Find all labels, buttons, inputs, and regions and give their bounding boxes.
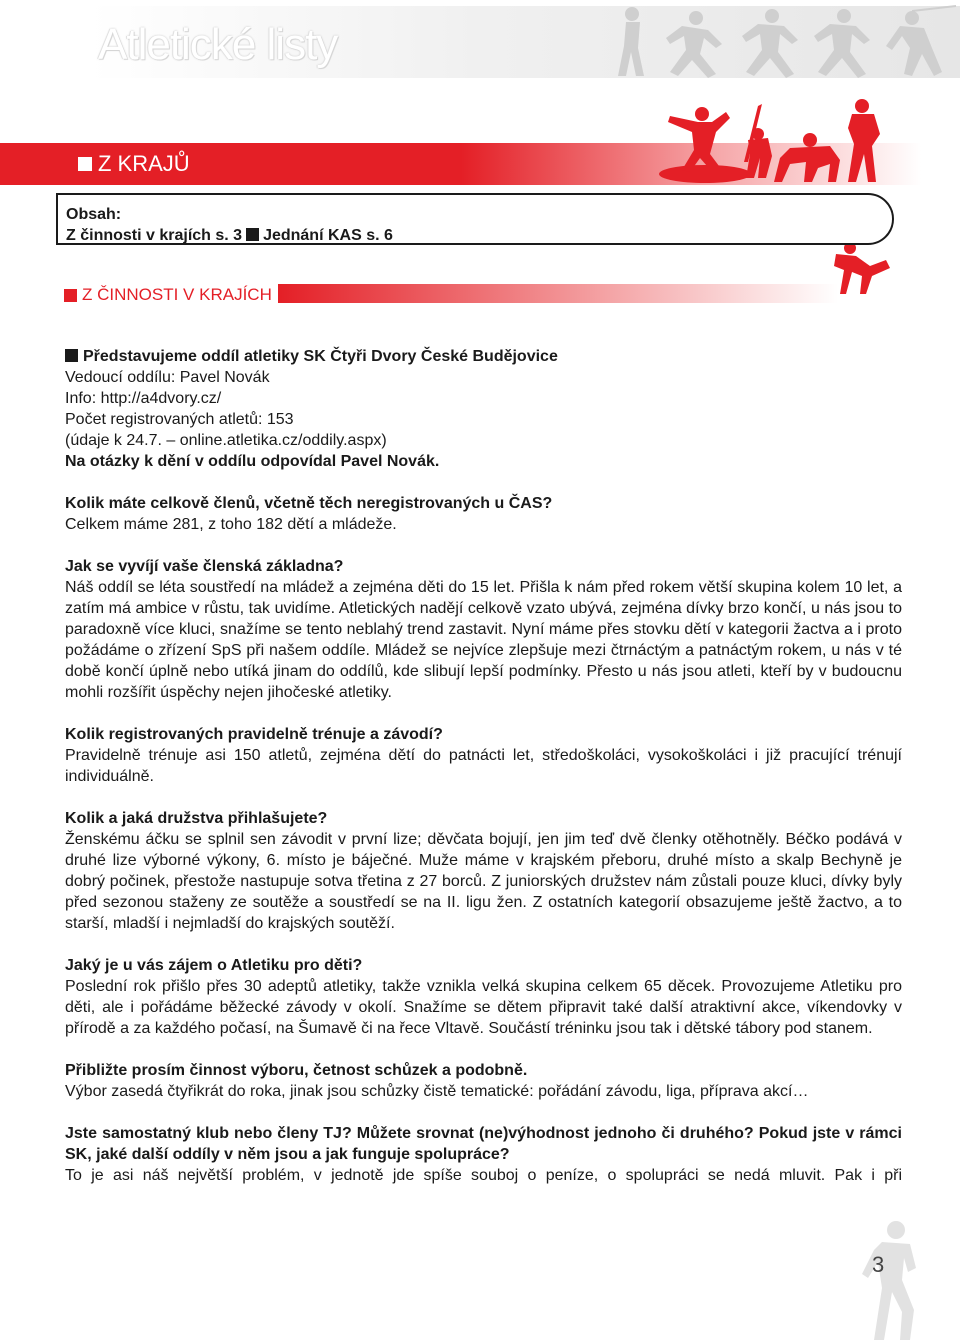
article (65, 346, 902, 1186)
info-line: Info: http://a4dvory.cz/ (65, 390, 222, 407)
answer: Náš oddíl se léta soustředí na mládež a zejména děti do 15 let. Přišla k nám před rokem větší skupina kolem 10 let, a zatím má ambice v růstu, tak uvidíme. Atletických nadějí celkově vzato ubývá, zejména dívky brzo končí, u nás jsou to paradoxně více kluci, snažíme se tento neblahý trend zastavit. Nyní máme přes stovku dětí v kategorii žactva a i proto požádáme o zřízení SpS při našem oddíle. Mládež se nejvíce zlepšuje mezi čtrnáctým a patnáctým rokem, u nás v té době končí úplně nebo utíká jinam do oddílů, kde slibují lepší podmínky. Přesto u nás jsou atleti, kteří by v budoucnu mohli rozšířit úspěchy nejen jihočeské atletiky. (65, 579, 902, 701)
footer-runner-illustration (858, 1218, 928, 1344)
contents-item-2[interactable]: Jednání KAS s. 6 (263, 227, 393, 244)
header-athletes-illustration (612, 4, 957, 82)
article-title (65, 346, 902, 367)
square-separator-icon (246, 228, 259, 241)
question: Kolik máte celkově členů, včetně těch neregistrovaných u ČAS? (65, 495, 553, 512)
section-heading (64, 285, 272, 305)
question: Jste samostatný klub nebo členy TJ? Můžete srovnat (ne)výhodnost jednoho či druhého? Pokud jste v rámci SK, jaké další oddíly v něm jsou a jak funguje spolupráce? (65, 1125, 902, 1163)
contents-items (66, 225, 393, 246)
article-title-text: Představujeme oddíl atletiky SK Čtyři Dvory České Budějovice (83, 348, 558, 365)
answer: Ženskému áčku se splnil sen závodit v první lize; děvčata bojují, jen jim teď dvě členky otěhotněly. Béčko podává v druhé lize výborné výkony, 6. místo je báječné. Muže máme v krajském přeboru, druhé místo a skalp Bechyně je dobrý počinek, přestože nastupuje sotva třetina z 27 borců. Z juniorských družstev nám zůstali pouze kluci, dívky byly před sezonou staženy ze soutěže a soustředí se na II. ligu žen. Z ostatních kategorií obsazujeme ještě žactvo, a to starší, mladší i nejmladší do krajských soutěží. (65, 831, 902, 932)
question: Přibližte prosím činnost výboru, četnost schůzek a podobně. (65, 1062, 528, 1079)
question: Kolik a jaká družstva přihlašujete? (65, 810, 328, 827)
section-heading-bar (278, 284, 838, 303)
question: Jaký je u vás zájem o Atletiku pro děti? (65, 957, 363, 974)
section-tag-label: Z KRAJŮ (98, 151, 190, 176)
contents-item-1[interactable]: Z činnosti v krajích s. 3 (66, 227, 243, 244)
question: Kolik registrovaných pravidelně trénuje a závodí? (65, 726, 443, 743)
contents-label: Obsah: (66, 206, 122, 223)
question: Jak se vyvíjí vaše členská základna? (65, 558, 344, 575)
answer: Celkem máme 281, z toho 182 dětí a mládeže. (65, 516, 397, 533)
info-line: Vedoucí oddílu: Pavel Novák (65, 369, 270, 386)
info-line: (údaje k 24.7. – online.atletika.cz/oddily.aspx) (65, 432, 387, 449)
section-heading-label: Z ČINNOSTI V KRAJÍCH (82, 285, 272, 304)
contents (66, 204, 393, 246)
answer: Výbor zasedá čtyřikrát do roka, jinak jsou schůzky čistě tematické: pořádání závodu, liga, příprava akcí… (65, 1083, 809, 1100)
section-tag (78, 151, 190, 177)
article-intro: Na otázky k dění v oddílu odpovídal Pavel Novák. (65, 453, 440, 470)
page-number: 3 (872, 1252, 885, 1277)
magazine-title: Atletické listy (98, 20, 338, 69)
info-line: Počet registrovaných atletů: 153 (65, 411, 294, 428)
answer: To je asi náš největší problém, v jednotě jde spíše souboj o peníze, o spolupráci se nedá mluvit. Pak i při (65, 1167, 902, 1184)
answer: Pravidelně trénuje asi 150 atletů, zejména dětí do patnácti let, středoškoláci, vysokoškoláci i již pracující trénují individuálně. (65, 747, 902, 785)
square-bullet-icon (78, 157, 92, 171)
square-bullet-icon (65, 349, 78, 362)
square-bullet-icon (64, 289, 77, 302)
answer: Poslední rok přišlo přes 30 adeptů atletiky, takže vznikla velká skupina celkem 65 děcek. Provozujeme Atletiku pro děti, ale i pořádáme běžecké závody v okolí. Snažíme se dětem připravit také další atraktivní akce, víkendovky v přírodě a za každého počasí, na Šumavě či na řece Vltavě. Součástí tréninku jsou tak i dětské tábory pod stanem. (65, 978, 902, 1037)
